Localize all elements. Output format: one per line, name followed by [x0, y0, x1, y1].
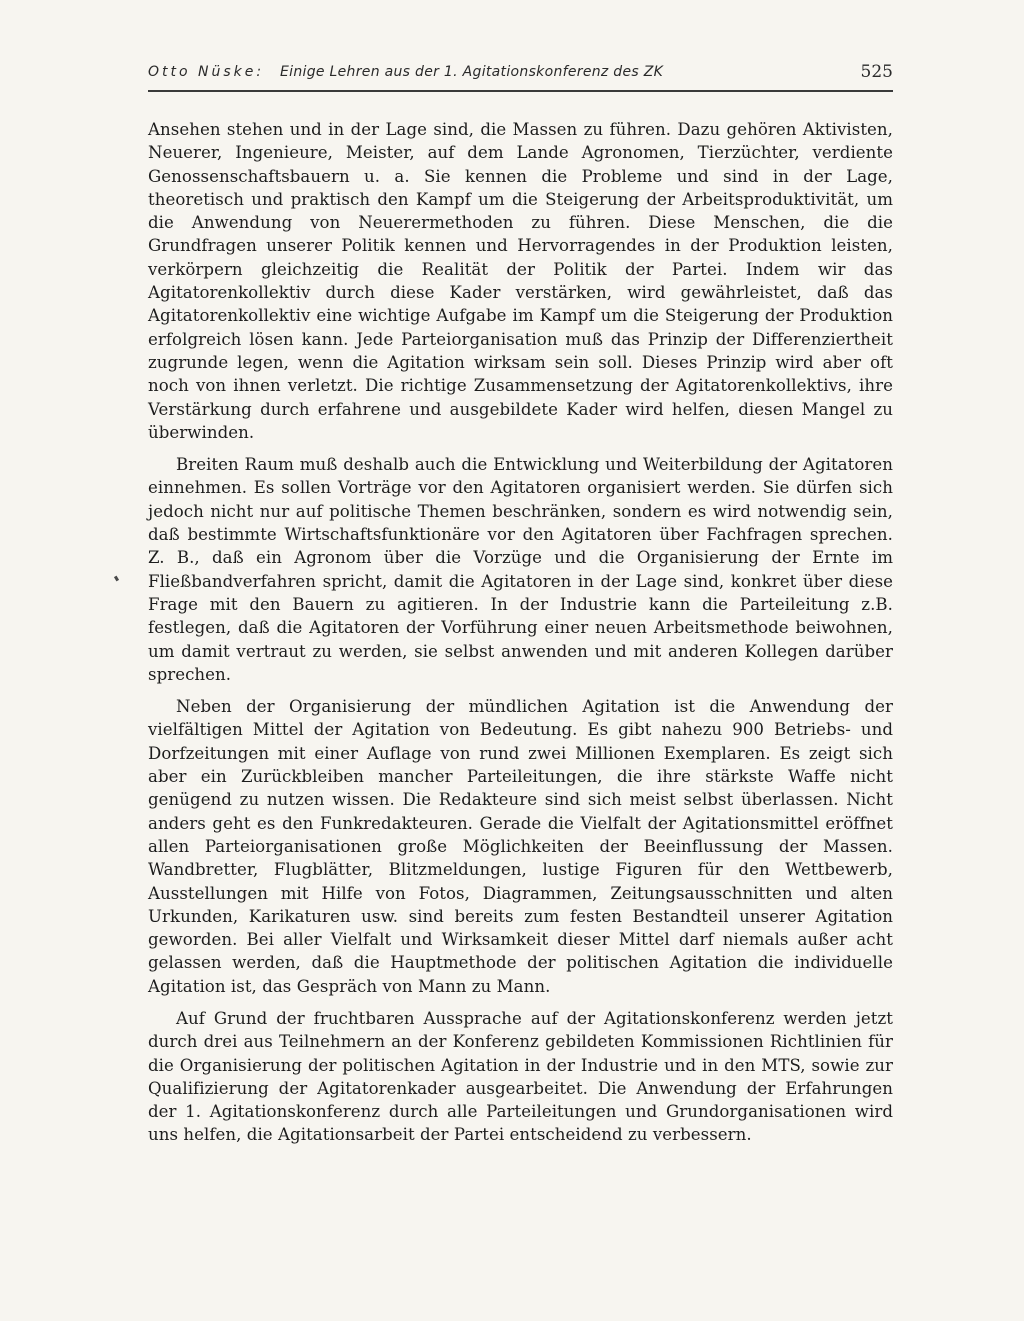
- running-head: [148, 62, 893, 86]
- paragraph-2: Breiten Raum muß deshalb auch die Entwicklung und Weiterbildung der Agitatoren einnehmen. Es sollen Vorträge vor den Agitatoren organisiert werden. Sie dürfen sich jedoch nicht nur auf politische Themen beschränken, sondern es wird notwendig sein, daß bestimmte Wirtschaftsfunktionäre vor den Agitatoren über Fachfragen sprechen. Z. B., daß ein Agronom über die Vorzüge und die Organisierung der Ernte im Fließbandverfahren spricht, damit die Agitatoren in der Lage sind, konkret über diese Frage mit den Bauern zu agitieren. In der Industrie kann die Parteileitung z.B. festlegen, daß die Agitatoren der Vorführung einer neuen Arbeitsmethode beiwohnen, um damit vertraut zu werden, sie selbst anwenden und mit anderen Kollegen darüber sprechen.: [148, 455, 893, 684]
- paragraph-4: Auf Grund der fruchtbaren Aussprache auf der Agitationskonferenz werden jetzt durch drei aus Teilnehmern an der Konferenz gebildeten Kommissionen Richtlinien für die Organisierung der politischen Agitation in der Industrie und in den MTS, sowie zur Qualifizierung der Agitatorenkader ausgearbeitet. Die Anwendung der Erfahrungen der 1. Agitationskonferenz durch alle Parteileitungen und Grundorganisationen wird uns helfen, die Agitationsarbeit der Partei entscheidend zu verbessern.: [148, 1008, 893, 1145]
- author-name: Otto Nüske:: [148, 64, 265, 80]
- header-rule: [148, 90, 893, 92]
- article-title: Einige Lehren aus der 1. Agitationskonferenz des ZK: [280, 64, 664, 80]
- page-number: 525: [860, 62, 893, 82]
- paragraph-3: Neben der Organisierung der mündlichen Agitation ist die Anwendung der vielfältigen Mittel der Agitation von Bedeutung. Es gibt nahezu 900 Betriebs- und Dorfzeitungen mit einer Auflage von rund zwei Millionen Exemplaren. Es zeigt sich aber ein Zurückbleiben mancher Parteileitungen, die ihre stärkste Waffe nicht genügend zu nutzen wissen. Die Redakteure sind sich meist selbst überlassen. Nicht anders geht es den Funkredakteuren. Gerade die Vielfalt der Agitationsmittel eröffnet allen Parteiorganisationen große Möglichkeiten der Beeinflussung der Massen. Wandbretter, Flugblätter, Blitzmeldungen, lustige Figuren für den Wettbewerb, Ausstellungen mit Hilfe von Fotos, Diagrammen, Zeitungsausschnitten und alten Urkunden, Karikaturen usw. sind bereits zum festen Bestandteil unserer Agitation geworden. Bei aller Vielfalt und Wirksamkeit dieser Mittel darf niemals außer acht gelassen werden, daß die Hauptmethode der politischen Agitation die individuelle Agitation ist, das Gespräch von Mann zu Mann.: [148, 697, 893, 996]
- margin-mark: [114, 576, 119, 582]
- paragraph-1: Ansehen stehen und in der Lage sind, die Massen zu führen. Dazu gehören Aktivisten, Neuerer, Ingenieure, Meister, auf dem Lande Agronomen, Tierzüchter, verdiente Genossenschaftsbauern u. a. Sie kennen die Probleme und sind in der Lage, theoretisch und praktisch den Kampf um die Steigerung der Arbeitsproduktivität, um die Anwendung von Neuerermethoden zu führen. Diese Menschen, die die Grundfragen unserer Politik kennen und Hervorragendes in der Produktion leisten, verkörpern gleichzeitig die Realität der Politik der Partei. Indem wir das Agitatorenkollektiv durch diese Kader verstärken, wird gewährleistet, daß das Agitatorenkollektiv eine wichtige Aufgabe im Kampf um die Steigerung der Produktion erfolgreich lösen kann. Jede Parteiorganisation muß das Prinzip der Differenziertheit zugrunde legen, wenn die Agitation wirksam sein soll. Dieses Prinzip wird aber oft noch von ihnen verletzt. Die richtige Zusammensetzung der Agitatorenkollektivs, ihre Verstärkung durch erfahrene und ausgebildete Kader wird helfen, diesen Mangel zu überwinden.: [148, 120, 893, 442]
- document-page: [148, 0, 893, 1321]
- article-body: [148, 118, 893, 1156]
